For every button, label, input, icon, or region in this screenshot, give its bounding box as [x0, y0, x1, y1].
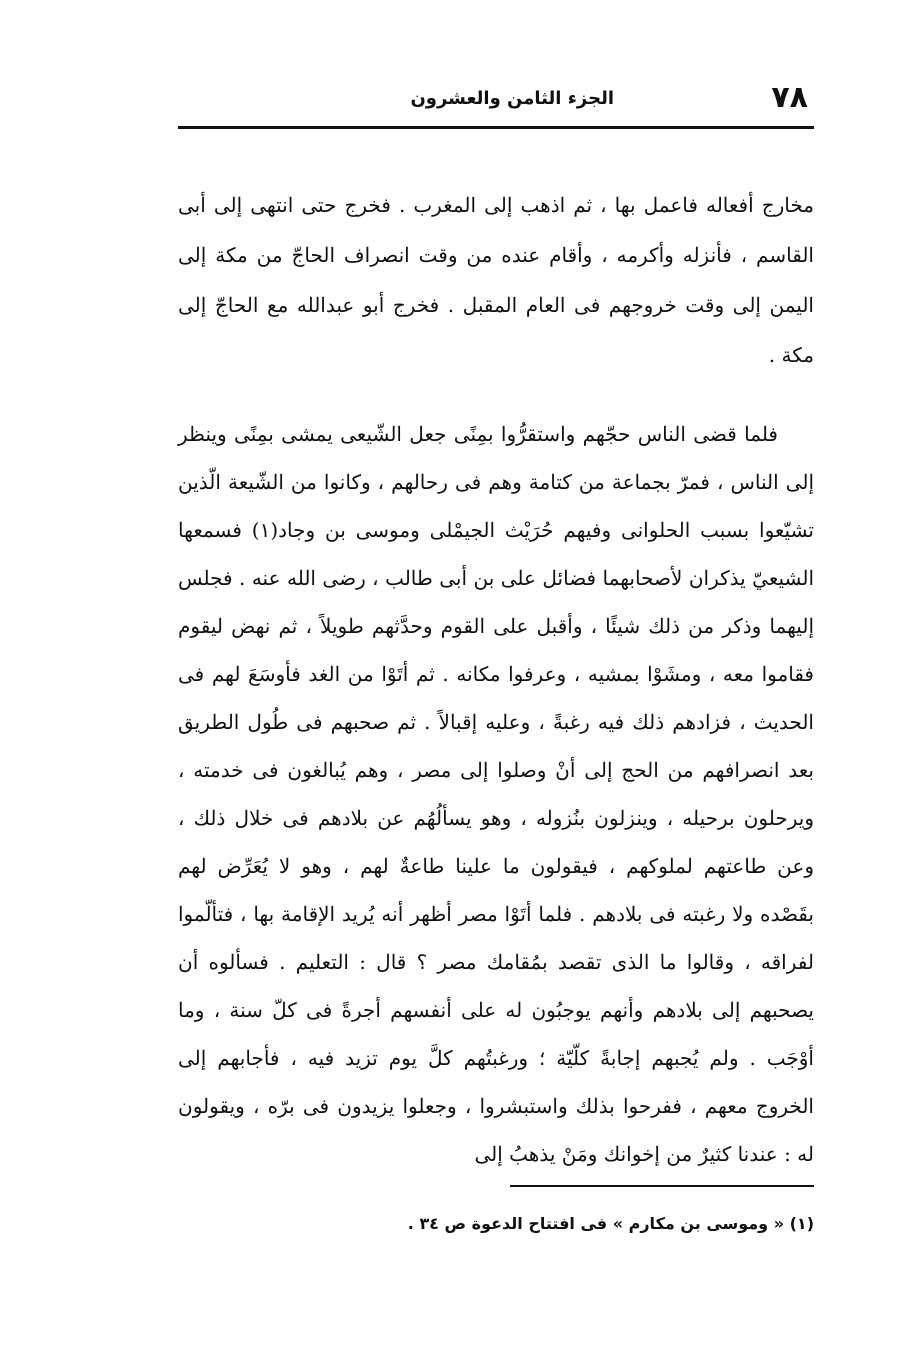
footnote-divider — [510, 1185, 814, 1187]
running-title: الجزء الثامن والعشرون — [410, 88, 614, 109]
page-header — [178, 78, 814, 129]
footnote: (١) « وموسى بن مكارم » فى افتتاح الدعوة ص ٣٤ . — [407, 1214, 814, 1233]
page-number: ٧٨ — [771, 80, 808, 115]
body-paragraph-1: مخارج أفعاله فاعمل بها ، ثم اذهب إلى المغرب . فخرج حتى انتهى إلى أبى القاسم ، فأنزله وأكرمه ، وأقام عنده من وقت انصراف الحاجّ من مكة إلى اليمن إلى وقت خروجهم فى العام المقبل . فخرج أبو عبدالله مع الحاجّ إلى مكة . — [178, 193, 814, 367]
body-paragraph-2: فلما قضى الناس حجّهم واستقرُّوا بمِنًى جعل الشّيعى يمشى بمِنًى وينظر إلى الناس ، فمرّ بجماعة من كتامة وهم فى رحالهم ، وكانوا من الشّيعة الّذين تشيّعوا بسبب الحلوانى وفيهم حُرَيْث الجيمْلى وموسى بن وجاد(١) فسمعها الشيعيّ يذكران لأصحابهما فضائل على بن أبى طالب ، رضى الله عنه . فجلس إليهما وذكر من ذلك شيئًا ، وأقبل على القوم وحدَّثهم طويلاً ، ثم نهض ليقوم فقاموا معه ، ومشَوْا بمشيه ، وعرفوا مكانه . ثم أتَوْا من الغد فأوسَعَ لهم فى الحديث ، فزادهم ذلك فيه رغبةً ، وعليه إقبالاً . ثم صحبهم فى طُول الطريق بعد انصرافهم من الحج إلى أنْ وصلوا إلى مصر ، وهم يُبالغون فى خدمته ، ويرحلون برحيله ، وينزلون بنُزوله ، وهو يسألُهُم عن بلادهم فى خلال ذلك ، وعن طاعتهم لملوكهم ، فيقولون ما علينا طاعةٌ لهم ، وهو لا يُعَرِّض لهم بقَصْده ولا رغبته فى بلادهم . فلما أتَوْا مصر أظهر أنه يُريد الإقامة بها ، فتألّموا لفراقه ، وقالوا ما الذى تقصد بمُقامك مصر ؟ قال : التعليم . فسألوه أن يصحبهم إلى بلادهم وأنهم يوجبُون له على أنفسهم أجرةً فى كلّ سنة ، وما أوْجَب . ولم يُجبهم إجابةً كلّيّة ؛ ورغبتُهم كلَّ يوم تزيد فيه ، فأجابهم إلى الخروج معهم ، ففرحوا بذلك واستبشروا ، وجعلوا يزيدون فى برّه ، ويقولون له : عندنا كثيرٌ من إخوانك ومَنْ يذهبُ إلى — [178, 422, 814, 1166]
